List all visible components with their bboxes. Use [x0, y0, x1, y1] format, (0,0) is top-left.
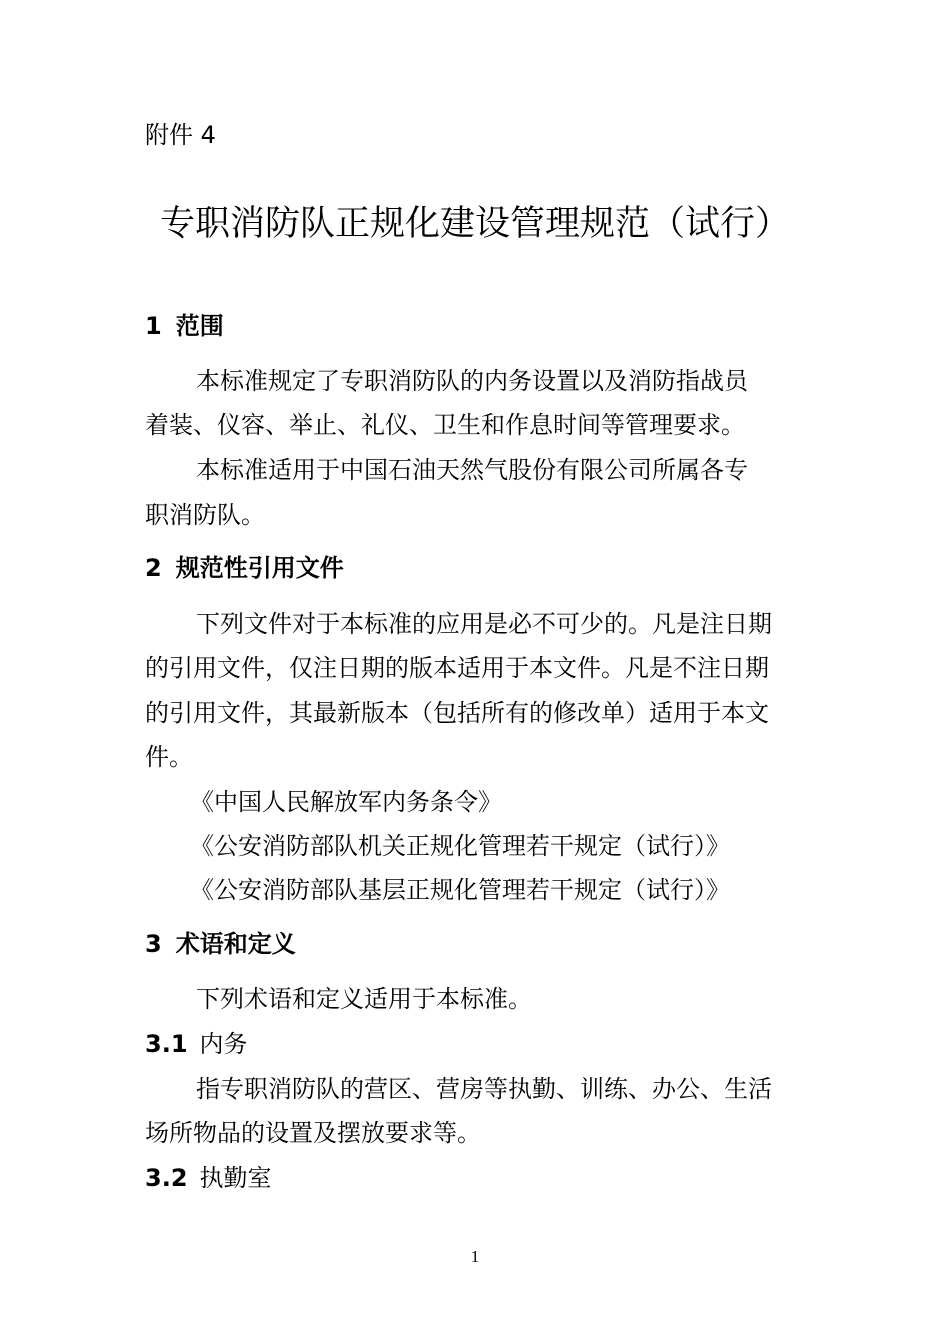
reference-item: 《中国人民解放军内务条令》	[190, 788, 502, 816]
paragraph-line: 职消防队。	[145, 501, 265, 529]
subsection-3-1-heading	[145, 1029, 248, 1059]
paragraph-line: 本标准适用于中国石油天然气股份有限公司所属各专	[196, 456, 748, 484]
paragraph-line: 下列文件对于本标准的应用是必不可少的。凡是注日期	[196, 610, 772, 638]
section-title: 术语和定义	[175, 930, 296, 958]
paragraph-line: 的引用文件，其最新版本（包括所有的修改单）适用于本文	[145, 699, 769, 727]
document-title: 专职消防队正规化建设管理规范（试行）	[160, 204, 791, 244]
section-number: 2	[145, 554, 162, 582]
paragraph-line: 下列术语和定义适用于本标准。	[196, 985, 532, 1013]
section-title: 范围	[175, 312, 224, 340]
section-3-heading	[145, 929, 296, 959]
section-2-heading	[145, 553, 344, 583]
attachment-label: 附件 4	[145, 121, 216, 149]
page-number: 1	[470, 1247, 480, 1266]
reference-item: 《公安消防部队机关正规化管理若干规定（试行）》	[190, 832, 730, 860]
paragraph-line: 场所物品的设置及摆放要求等。	[145, 1119, 481, 1147]
subsection-3-2-heading	[145, 1163, 272, 1193]
paragraph-line: 本标准规定了专职消防队的内务设置以及消防指战员	[196, 367, 748, 395]
subsection-title: 执勤室	[199, 1164, 272, 1192]
section-number: 3	[145, 930, 162, 958]
paragraph-line: 的引用文件，仅注日期的版本适用于本文件。凡是不注日期	[145, 654, 769, 682]
section-number: 1	[145, 312, 162, 340]
paragraph-line: 着装、仪容、举止、礼仪、卫生和作息时间等管理要求。	[145, 411, 745, 439]
section-title: 规范性引用文件	[175, 554, 344, 582]
section-1-heading	[145, 311, 224, 341]
paragraph-line: 指专职消防队的营区、营房等执勤、训练、办公、生活	[196, 1075, 772, 1103]
subsection-number: 3.2	[145, 1164, 188, 1192]
paragraph-line: 件。	[145, 743, 193, 771]
subsection-title: 内务	[199, 1030, 248, 1058]
subsection-number: 3.1	[145, 1030, 188, 1058]
reference-item: 《公安消防部队基层正规化管理若干规定（试行）》	[190, 876, 730, 904]
